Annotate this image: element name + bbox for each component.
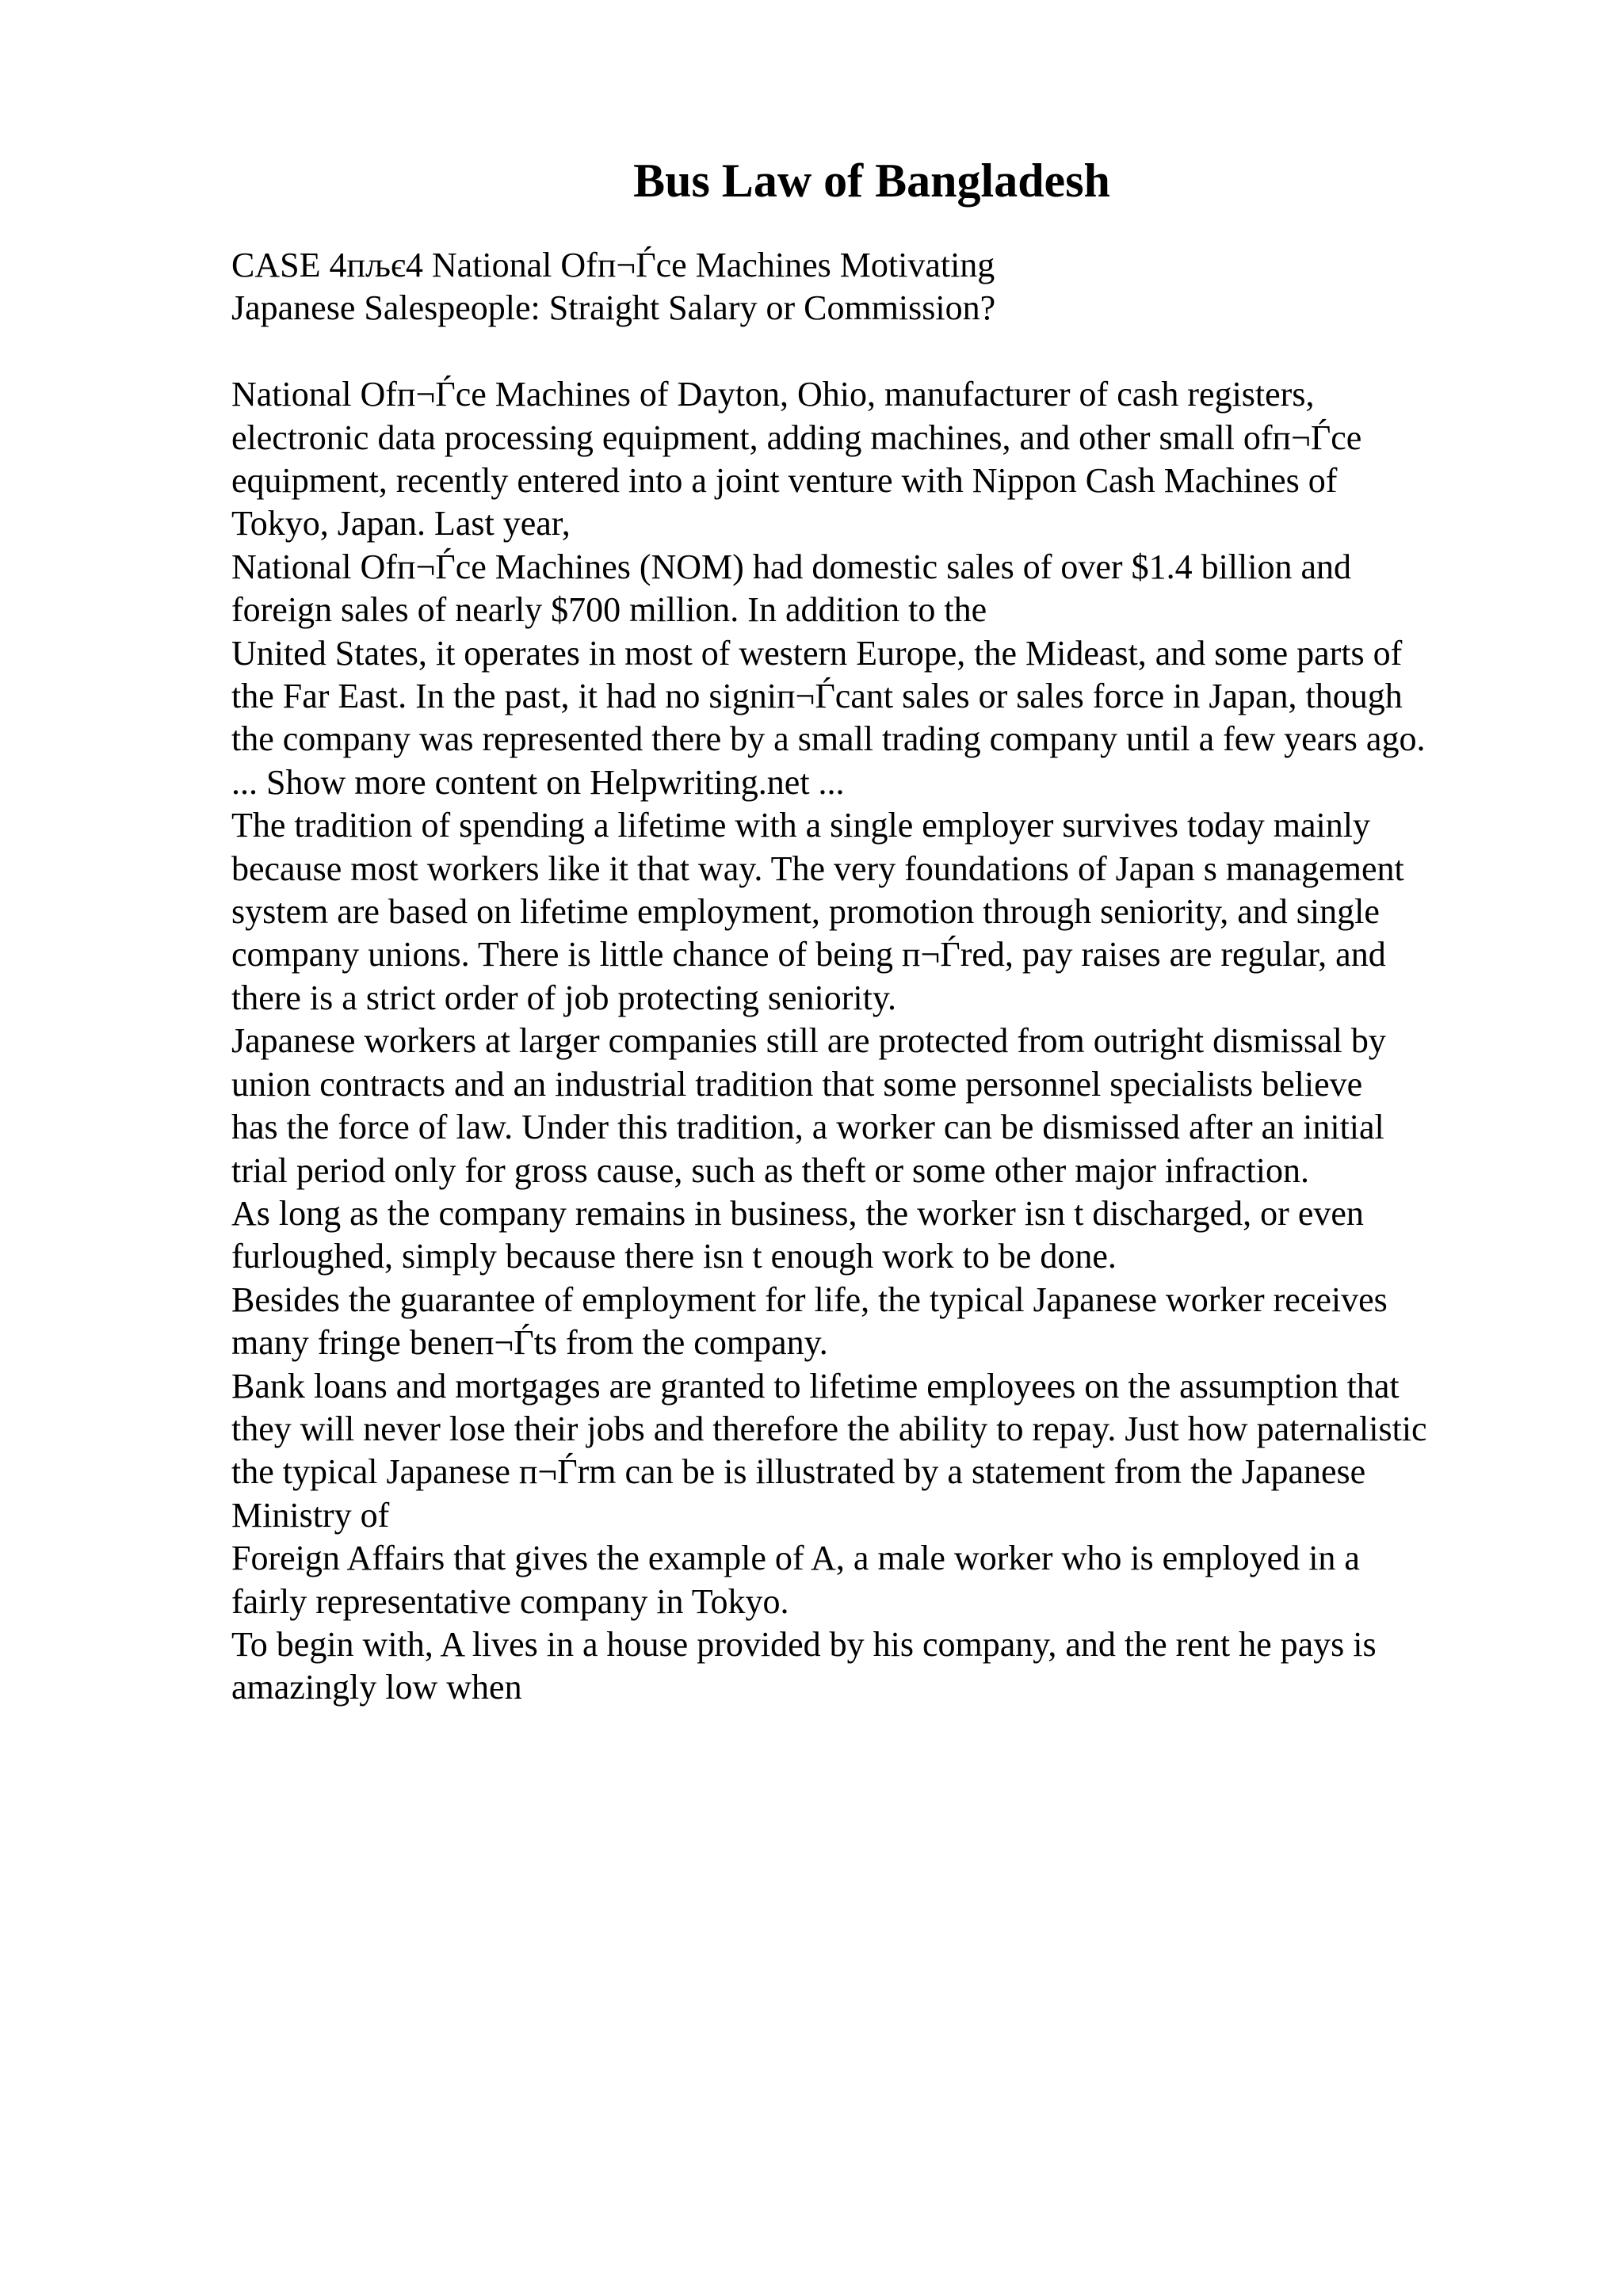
- body-line: the typical Japanese п¬Ѓrm can be is illustrated by a statement from the Japanese: [231, 1452, 1366, 1492]
- document-body: [231, 244, 1594, 1710]
- body-line: furloughed, simply because there isn t enough work to be done.: [231, 1237, 1117, 1276]
- body-line: there is a strict order of job protecting seniority.: [231, 978, 897, 1017]
- body-line: fairly representative company in Tokyo.: [231, 1581, 789, 1621]
- body-line: Japanese workers at larger companies still are protected from outright dismissal by: [231, 1021, 1386, 1061]
- body-line: has the force of law. Under this tradition, a worker can be dismissed after an initial: [231, 1108, 1384, 1147]
- show-more-line: ... Show more content on Helpwriting.net ...: [231, 762, 845, 802]
- body-line: they will never lose their jobs and therefore the ability to repay. Just how paternalistic: [231, 1409, 1427, 1448]
- body-line: Tokyo, Japan. Last year,: [231, 504, 571, 543]
- paragraph-gap: [231, 330, 1594, 373]
- body-line: the Far East. In the past, it had no signiп¬Ѓcant sales or sales force in Japan, though: [231, 677, 1403, 716]
- body-line: Besides the guarantee of employment for life, the typical Japanese worker receives: [231, 1280, 1388, 1319]
- case-heading-line: CASE 4пљє4 National Ofп¬Ѓce Machines Motivating: [231, 246, 995, 284]
- body-line: National Ofп¬Ѓce Machines (NOM) had domestic sales of over $1.4 billion and: [231, 547, 1352, 586]
- body-line: Ministry of: [231, 1495, 390, 1535]
- body-line: the company was represented there by a small trading company until a few years ago.: [231, 719, 1426, 759]
- body-line: system are based on lifetime employment, promotion through seniority, and single: [231, 892, 1380, 932]
- body-line: To begin with, A lives in a house provided by his company, and the rent he pays is: [231, 1624, 1377, 1664]
- body-line: foreign sales of nearly $700 million. In addition to the: [231, 590, 987, 630]
- body-line: amazingly low when: [231, 1668, 522, 1707]
- body-line: because most workers like it that way. The very foundations of Japan s management: [231, 849, 1404, 888]
- body-line: union contracts and an industrial tradition that some personnel specialists believe: [231, 1064, 1363, 1104]
- body-line: Bank loans and mortgages are granted to lifetime employees on the assumption that: [231, 1366, 1400, 1405]
- body-line: many fringe beneп¬Ѓts from the company.: [231, 1323, 828, 1363]
- body-line: The tradition of spending a lifetime with a single employer survives today mainly: [231, 806, 1371, 845]
- body-line: equipment, recently entered into a joint venture with Nippon Cash Machines of: [231, 461, 1338, 501]
- body-line: trial period only for gross cause, such as theft or some other major infraction.: [231, 1150, 1309, 1190]
- document-title: Bus Law of Bangladesh: [633, 154, 1110, 207]
- body-line: company unions. There is little chance of being п¬Ѓred, pay raises are regular, and: [231, 935, 1386, 974]
- body-line: As long as the company remains in business, the worker isn t discharged, or even: [231, 1193, 1364, 1233]
- body-line: Foreign Affairs that gives the example of A, a male worker who is employed in a: [231, 1539, 1360, 1578]
- body-line: electronic data processing equipment, adding machines, and other small ofп¬Ѓce: [231, 418, 1362, 457]
- case-heading-line: Japanese Salespeople: Straight Salary or Commission?: [231, 288, 996, 328]
- body-line: National Ofп¬Ѓce Machines of Dayton, Ohio, manufacturer of cash registers,: [231, 375, 1315, 414]
- body-line: United States, it operates in most of western Europe, the Mideast, and some parts of: [231, 633, 1403, 673]
